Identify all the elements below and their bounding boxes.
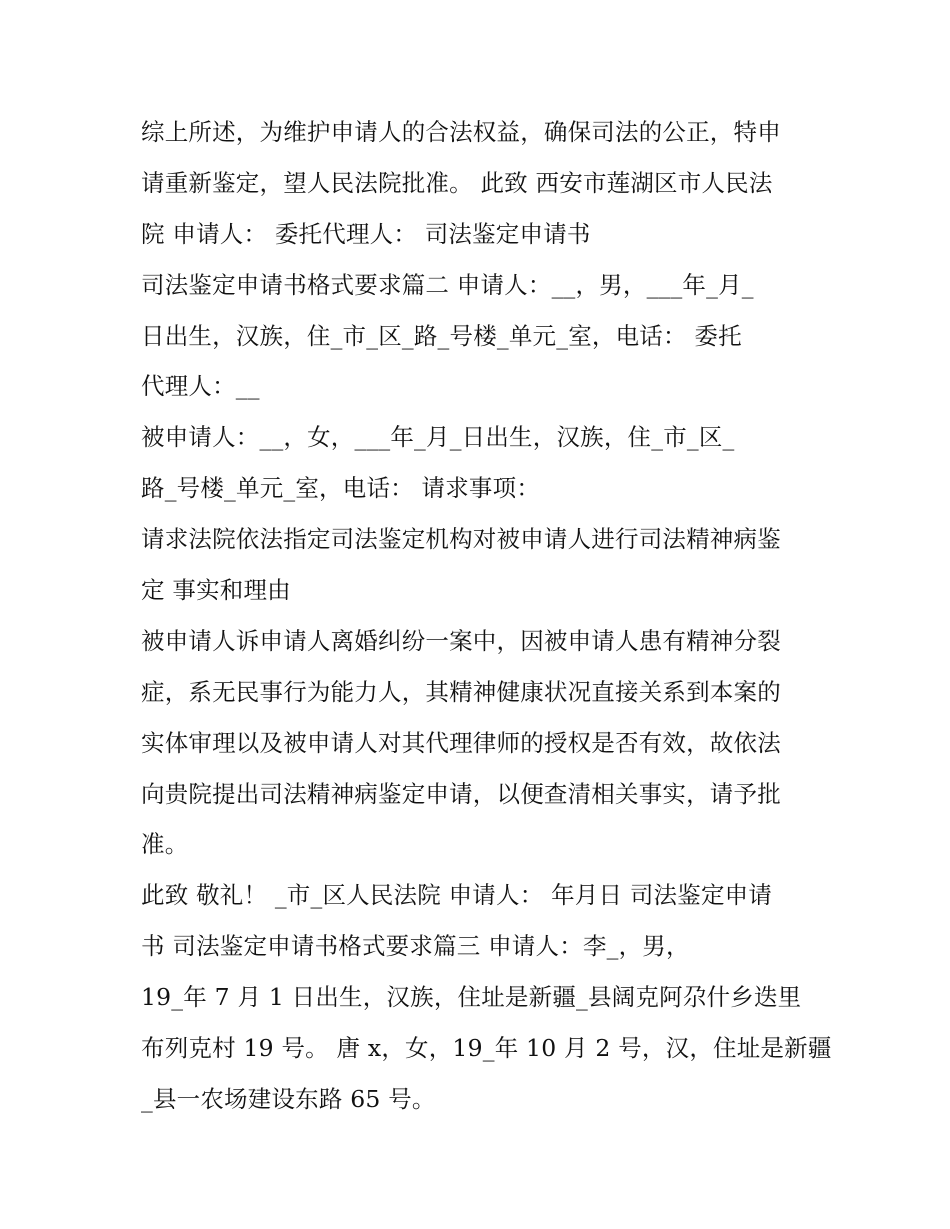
text-line: 19_年 7 月 1 日出生，汉族，住址是新疆_县阔克阿尕什乡迭里 xyxy=(141,983,802,1012)
text-line: 症，系无民事行为能力人，其精神健康状况直接关系到本案的 xyxy=(141,677,781,706)
text-line: 路_号楼_单元_室，电话： 请求事项： xyxy=(141,474,541,503)
text-line: 代理人：__ xyxy=(141,372,260,401)
text-line: 被申请人：__，女，___年_月_日出生，汉族，住_市_区_ xyxy=(141,423,735,452)
text-line: 请求法院依法指定司法鉴定机构对被申请人进行司法精神病鉴 xyxy=(141,525,781,554)
text-line: 院 申请人： 委托代理人： 司法鉴定申请书 xyxy=(141,219,591,248)
text-line: _县一农场建设东路 65 号。 xyxy=(141,1084,436,1113)
document-body xyxy=(141,107,832,1125)
text-line: 日出生，汉族，住_市_区_路_号楼_单元_室，电话： 委托 xyxy=(141,321,742,350)
text-line: 被申请人诉申请人离婚纠纷一案中，因被申请人患有精神分裂 xyxy=(141,626,781,655)
text-line: 书 司法鉴定申请书格式要求篇三 申请人：李_，男， xyxy=(141,932,690,961)
text-line: 综上所述，为维护申请人的合法权益，确保司法的公正，特申 xyxy=(141,118,781,146)
text-line: 此致 敬礼！ _市_区人民法院 申请人： 年月日 司法鉴定申请 xyxy=(141,881,773,910)
text-line: 实体审理以及被申请人对其代理律师的授权是否有效，故依法 xyxy=(141,728,781,757)
text-line: 布列克村 19 号。 唐 x，女，19_年 10 月 2 号，汉，住址是新疆 xyxy=(141,1034,832,1063)
text-line: 司法鉴定申请书格式要求篇二 申请人：__，男，___年_月_ xyxy=(141,270,754,299)
text-line: 请重新鉴定，望人民法院批准。 此致 西安市莲湖区市人民法 xyxy=(141,168,773,197)
text-line: 定 事实和理由 xyxy=(141,576,291,605)
text-line: 向贵院提出司法精神病鉴定申请，以便查清相关事实，请予批 xyxy=(141,779,781,808)
text-line: 准。 xyxy=(141,830,189,859)
